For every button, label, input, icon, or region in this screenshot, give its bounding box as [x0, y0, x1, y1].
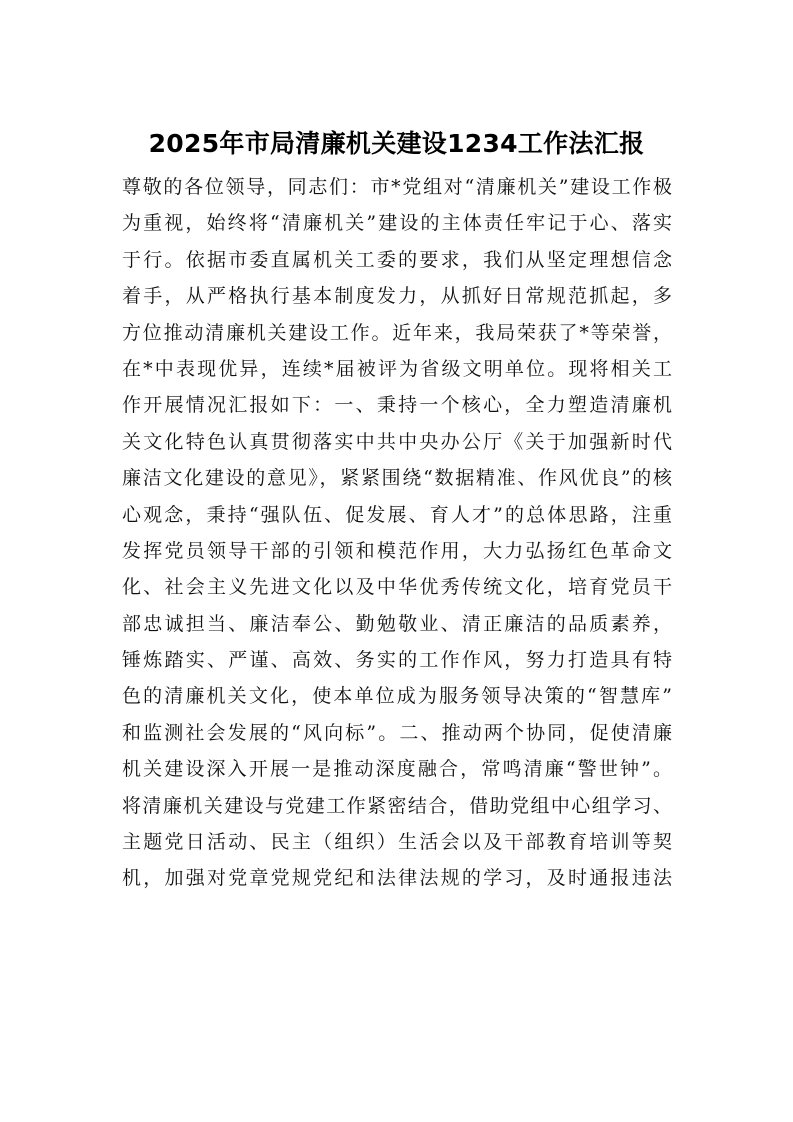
body-line: 和监测社会发展的“风向标”。二、推动两个协同，促使清廉 [122, 721, 672, 744]
body-line: 关文化特色认真贯彻落实中共中央办公厅《关于加强新时代 [122, 430, 672, 453]
body-line: 主题党日活动、民主（组织）生活会以及干部教育培训等契 [122, 831, 672, 854]
body-line: 机关建设深入开展一是推动深度融合，常鸣清廉“警世钟”。 [122, 758, 672, 781]
body-line: 为重视，始终将“清廉机关”建设的主体责任牢记于心、落实 [122, 212, 672, 235]
body-line: 机，加强对党章党规党纪和法律法规的学习，及时通报违法 [122, 867, 672, 890]
body-line: 发挥党员领导干部的引领和模范作用，大力弘扬红色革命文 [122, 539, 672, 562]
body-line: 在*中表现优异，连续*届被评为省级文明单位。现将相关工 [122, 357, 672, 380]
document-title: 2025年市局清廉机关建设1234工作法汇报 [148, 129, 645, 158]
body-line: 锤炼踏实、严谨、高效、务实的工作作风，努力打造具有特 [122, 649, 672, 672]
body-line: 廉洁文化建设的意见》，紧紧围绕“数据精准、作风优良”的核 [122, 467, 672, 490]
body-line: 心观念，秉持“强队伍、促发展、育人才”的总体思路，注重 [122, 503, 672, 526]
body-line: 部忠诚担当、廉洁奉公、勤勉敬业、清正廉洁的品质素养， [122, 612, 672, 635]
body-line: 尊敬的各位领导，同志们：市*党组对“清廉机关”建设工作极 [122, 176, 672, 198]
body-line: 方位推动清廉机关建设工作。近年来，我局荣获了*等荣誉， [122, 321, 672, 344]
document-body [122, 169, 672, 897]
body-line: 作开展情况汇报如下：一、秉持一个核心，全力塑造清廉机 [122, 394, 672, 417]
body-line: 色的清廉机关文化，使本单位成为服务领导决策的“智慧库” [122, 685, 672, 708]
body-line: 将清廉机关建设与党建工作紧密结合，借助党组中心组学习、 [122, 794, 672, 817]
body-line: 着手，从严格执行基本制度发力，从抓好日常规范抓起，多 [122, 285, 672, 308]
body-line: 于行。依据市委直属机关工委的要求，我们从坚定理想信念 [122, 248, 672, 271]
body-line: 化、社会主义先进文化以及中华优秀传统文化，培育党员干 [122, 576, 672, 599]
